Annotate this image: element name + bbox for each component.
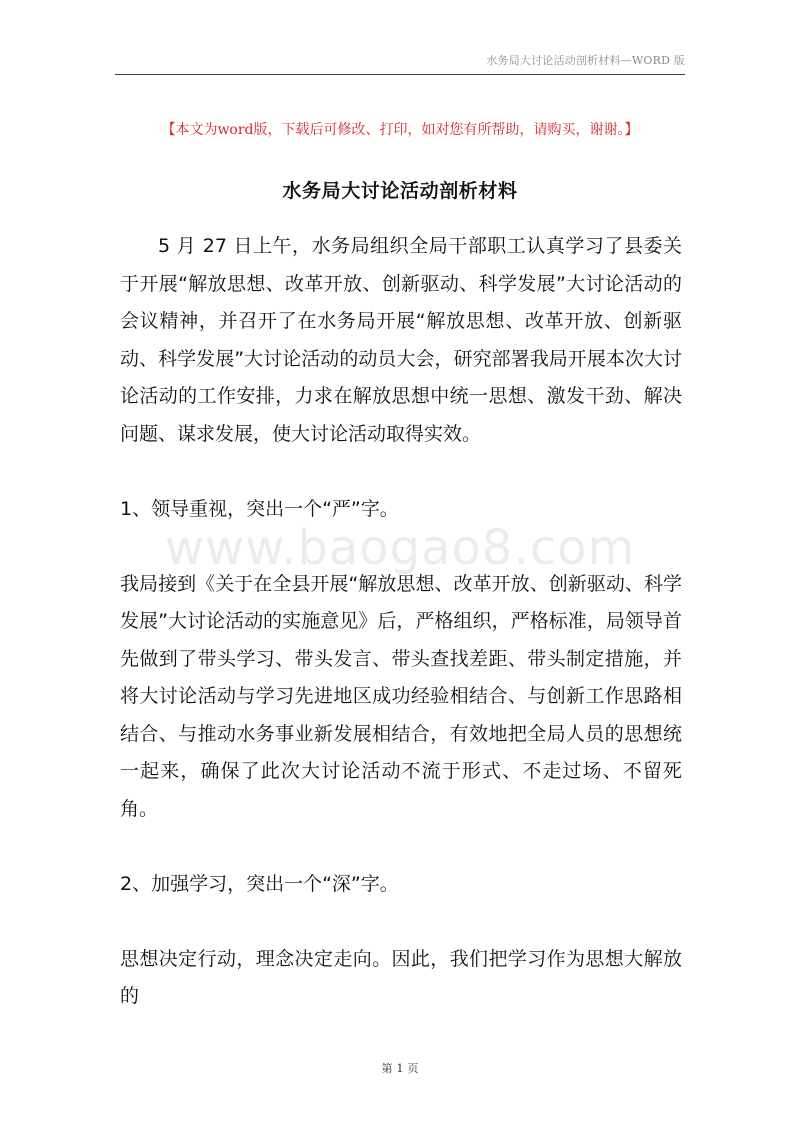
section-1-heading: 1、领导重视，突出一个“严”字。: [120, 497, 399, 520]
section-1-paragraph: 我局接到《关于在全县开展“解放思想、改革开放、创新驱动、科学发展”大讨论活动的实施意见》后，严格组织，严格标准，局领导首先做到了带头学习、带头发言、带头查找差距、带头制定措施，并将大讨论活动与学习先进地区成功经验相结合、与创新工作思路相结合、与推动水务事业新发展相结合，有效地把全局人员的思想统一起来，确保了此次大讨论活动不流于形式、不走过场、不留死角。: [120, 572, 682, 820]
page-number: 1: [396, 1062, 404, 1075]
document-title: 水务局大讨论活动剖析材料: [282, 180, 518, 202]
page-footer: [0, 1060, 800, 1076]
section-2-paragraph: 思想决定行动，理念决定走向。因此，我们把学习作为思想大解放的: [120, 947, 682, 1007]
intro-paragraph: 5 月 27 日上午，水务局组织全局干部职工认真学习了县委关于开展“解放思想、改革开放、创新驱动、科学发展”大讨论活动的会议精神，并召开了在水务局开展“解放思想、改革开放、创新驱动、科学发展”大讨论活动的动员大会，研究部署我局开展本次大讨论活动的工作安排，力求在解放思想中统一思想、激发干劲、解决问题、谋求发展，使大讨论活动取得实效。: [120, 235, 682, 445]
purchase-notice: 【本文为word版，下载后可修改、打印，如对您有所帮助，请购买，谢谢。】: [161, 122, 639, 138]
page-suffix: 页: [407, 1062, 419, 1075]
running-header: 水务局大讨论活动剖析材料—WORD 版: [486, 54, 685, 67]
document-body: [120, 228, 682, 1016]
header-rule: [115, 74, 685, 75]
watermark: www.baogao8.com: [164, 520, 636, 576]
section-2-heading: 2、加强学习，突出一个“深”字。: [120, 872, 399, 895]
page-prefix: 第: [381, 1062, 393, 1075]
